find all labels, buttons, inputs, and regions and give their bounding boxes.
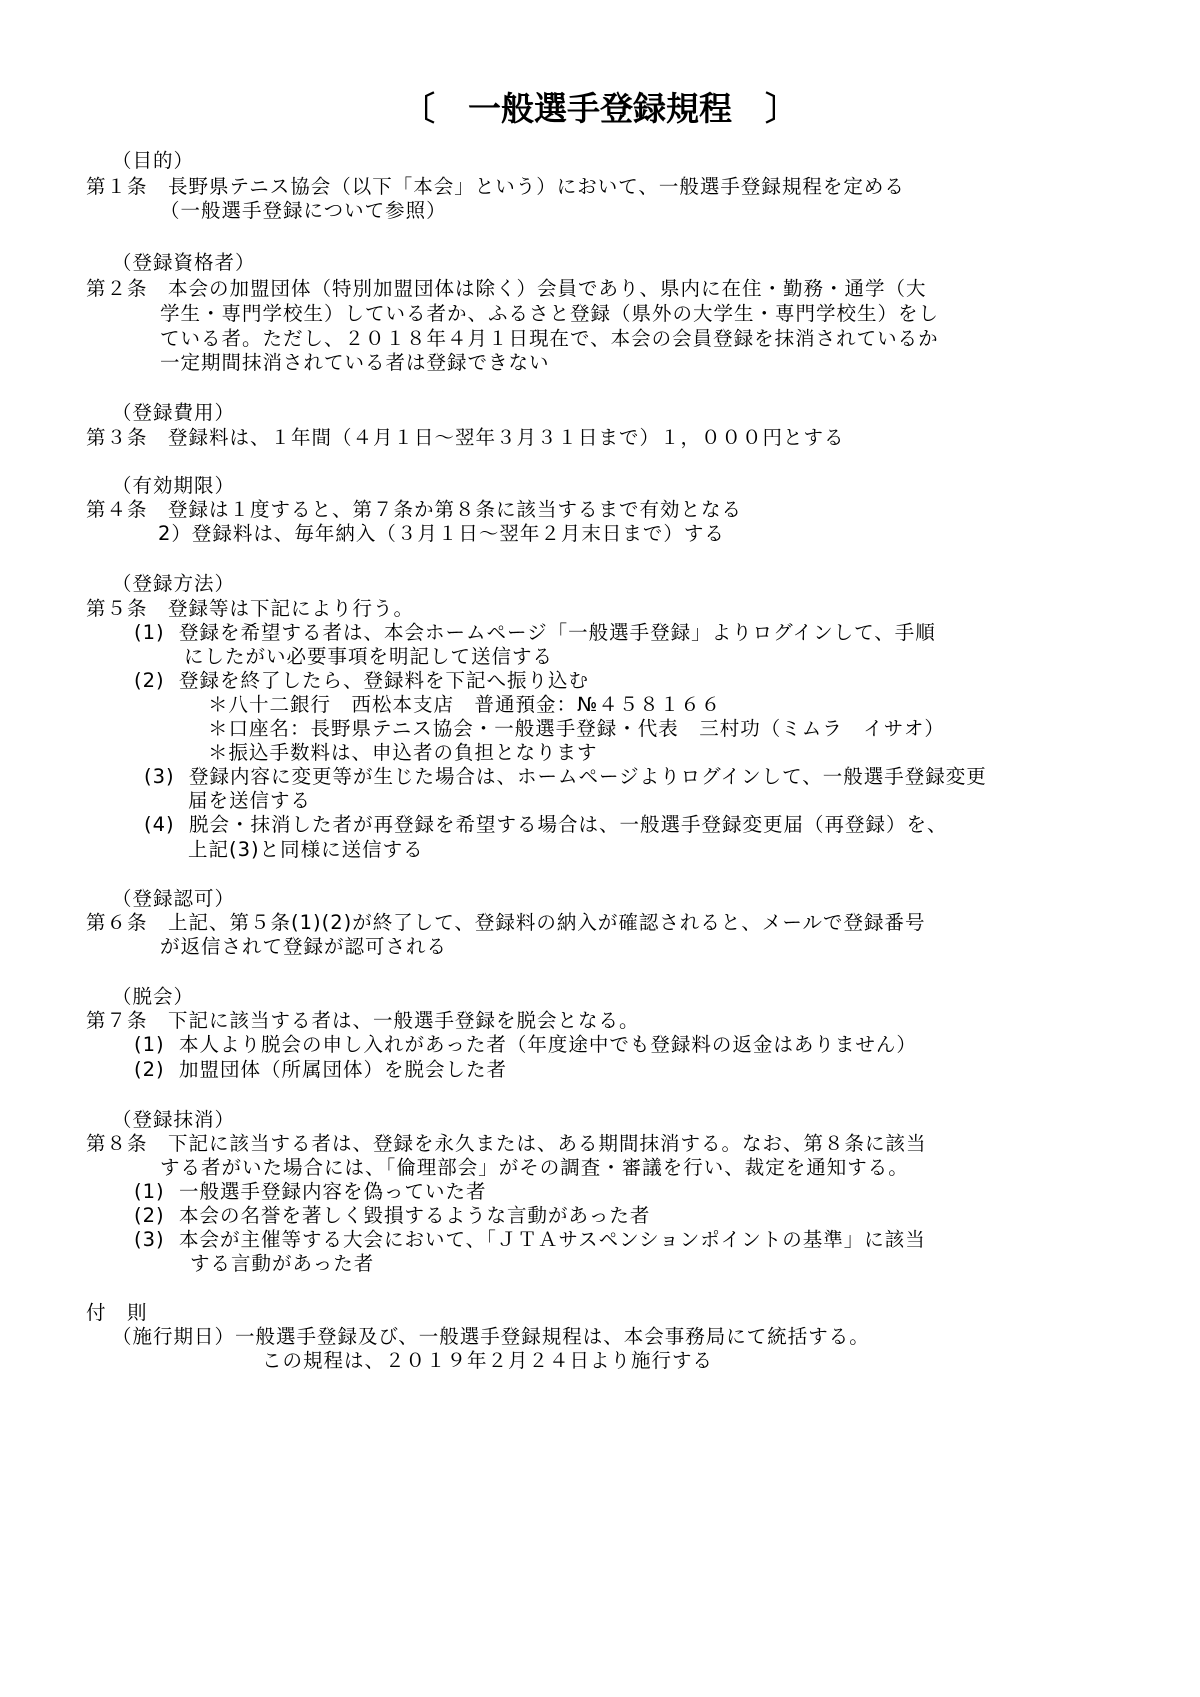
supplementary-heading: 付 則 bbox=[86, 1301, 148, 1324]
article-4-heading: （有効期限） bbox=[112, 474, 236, 497]
article-6-line-1: 第６条 上記、第５条(1)(2)が終了して、登録料の納入が確認されると、メールで登録番号 bbox=[86, 911, 926, 934]
document-title: 〔 一般選手登録規程 〕 bbox=[402, 89, 798, 128]
article-1-line-2: （一般選手登録について参照） bbox=[160, 199, 447, 222]
article-6-heading: （登録認可） bbox=[112, 887, 236, 910]
article-8-line-3: (1) 一般選手登録内容を偽っていた者 bbox=[134, 1180, 487, 1203]
supplementary-line-1: （施行期日）一般選手登録及び、一般選手登録規程は、本会事務局にて統括する。 bbox=[112, 1325, 870, 1348]
article-8-line-4: (2) 本会の名誉を著しく毀損するような言動があった者 bbox=[134, 1204, 651, 1227]
article-5-line-6: ＊口座名：長野県テニス協会・一般選手登録・代表 三村功（ミムラ イサオ） bbox=[208, 717, 945, 740]
article-8-heading: （登録抹消） bbox=[112, 1108, 236, 1131]
article-8-line-1: 第８条 下記に該当する者は、登録を永久または、ある期間抹消する。なお、第８条に該当 bbox=[86, 1132, 927, 1155]
article-5-line-9: 届を送信する bbox=[188, 789, 312, 812]
article-2-heading: （登録資格者） bbox=[112, 251, 256, 274]
article-2-line-2: 学生・専門学校生）している者か、ふるさと登録（県外の大学生・専門学校生）をし bbox=[160, 302, 940, 325]
article-5-line-8: (3) 登録内容に変更等が生じた場合は、ホームページよりログインして、一般選手登録変更 bbox=[144, 765, 987, 788]
article-7-line-1: 第７条 下記に該当する者は、一般選手登録を脱会となる。 bbox=[86, 1009, 640, 1032]
article-8-line-2: する者がいた場合には、「倫理部会」がその調査・審議を行い、裁定を通知する。 bbox=[160, 1156, 909, 1179]
article-7-heading: （脱会） bbox=[112, 985, 195, 1008]
article-4-line-1: 第４条 登録は１度すると、第７条か第８条に該当するまで有効となる bbox=[86, 498, 743, 521]
article-8-line-6: する言動があった者 bbox=[190, 1252, 375, 1275]
article-8-line-5: (3) 本会が主催等する大会において、「ＪＴＡサスペンションポイントの基準」に該当 bbox=[134, 1228, 926, 1251]
article-5-line-7: ＊振込手数料は、申込者の負担となります bbox=[208, 741, 598, 764]
article-3-heading: （登録費用） bbox=[112, 401, 236, 424]
article-5-line-2: (1) 登録を希望する者は、本会ホームページ「一般選手登録」よりログインして、手順 bbox=[134, 621, 936, 644]
article-1-heading: （目的） bbox=[112, 149, 195, 172]
article-2-line-4: 一定期間抹消されている者は登録できない bbox=[160, 351, 550, 374]
article-5-line-5: ＊八十二銀行 西松本支店 普通預金：№４５８１６６ bbox=[208, 693, 722, 716]
article-5-line-4: (2) 登録を終了したら、登録料を下記へ振り込む bbox=[134, 669, 590, 692]
article-6-line-2: が返信されて登録が認可される bbox=[160, 935, 448, 958]
article-4-line-2: 2）登録料は、毎年納入（３月１日～翌年２月末日まで）する bbox=[158, 522, 725, 545]
article-3-line-1: 第３条 登録料は、１年間（４月１日～翌年３月３１日まで）１，０００円とする bbox=[86, 426, 845, 449]
article-5-line-1: 第５条 登録等は下記により行う。 bbox=[86, 597, 415, 620]
article-2-line-1: 第２条 本会の加盟団体（特別加盟団体は除く）会員であり、県内に在住・勤務・通学（大 bbox=[86, 277, 927, 300]
article-5-heading: （登録方法） bbox=[112, 572, 236, 595]
article-5-line-10: (4) 脱会・抹消した者が再登録を希望する場合は、一般選手登録変更届（再登録）を、 bbox=[144, 813, 948, 836]
article-5-line-11: 上記(3)と同様に送信する bbox=[188, 838, 424, 861]
article-7-line-3: (2) 加盟団体（所属団体）を脱会した者 bbox=[134, 1058, 508, 1081]
article-7-line-2: (1) 本人より脱会の申し入れがあった者（年度途中でも登録料の返金はありません） bbox=[134, 1033, 917, 1056]
supplementary-line-2: この規程は、２０１９年２月２４日より施行する bbox=[262, 1349, 714, 1372]
article-5-line-3: にしたがい必要事項を明記して送信する bbox=[184, 645, 554, 668]
article-1-line-1: 第１条 長野県テニス協会（以下「本会」という）において、一般選手登録規程を定める bbox=[86, 175, 905, 198]
article-2-line-3: ている者。ただし、２０１８年４月１日現在で、本会の会員登録を抹消されているか bbox=[160, 327, 939, 350]
